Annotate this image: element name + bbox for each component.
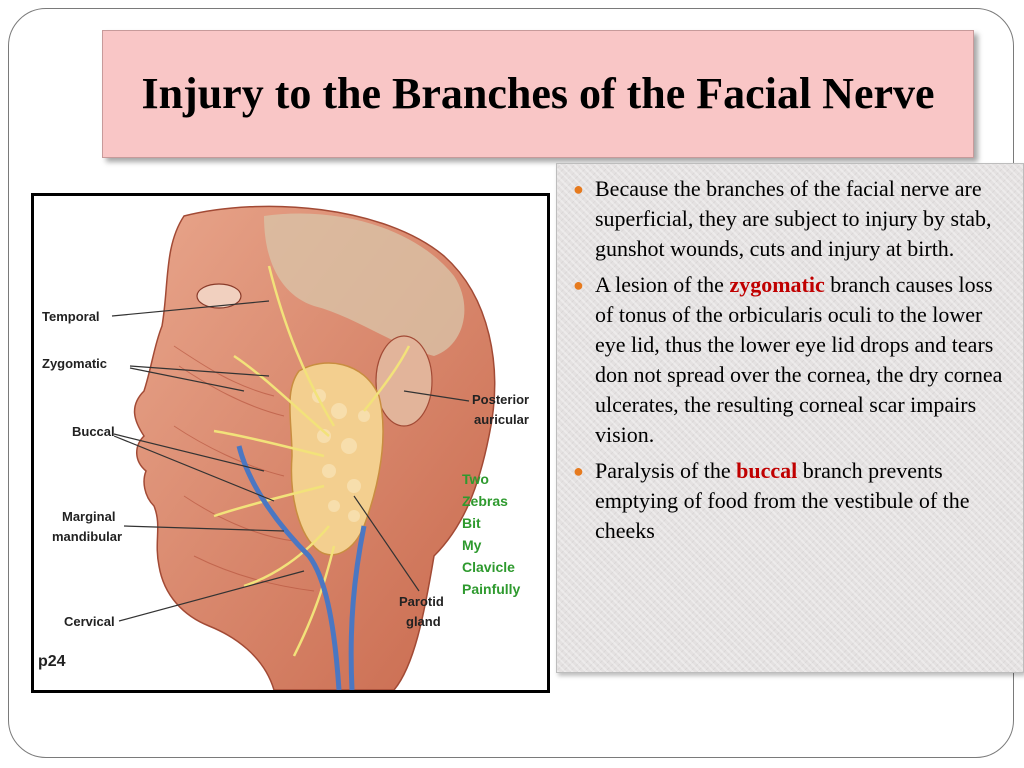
bullet-dot-icon: ● <box>573 461 584 481</box>
mnemonic-word: Zebras <box>462 493 508 509</box>
label-zygomatic: Zygomatic <box>42 356 108 371</box>
label-parotid: Parotid <box>399 594 444 609</box>
label-page-number: p24 <box>38 653 66 670</box>
bullet-panel <box>556 163 1024 673</box>
bullet-item <box>571 456 1013 546</box>
label-gland: gland <box>406 614 441 629</box>
mnemonic-word: Painfully <box>462 581 521 597</box>
facial-nerve-figure <box>31 193 550 693</box>
label-posterior: Posterior <box>472 392 530 407</box>
slide-title: Injury to the Branches of the Facial Nerve <box>141 69 935 118</box>
bullet-text: branch prevents emptying of food from the vestibule of the cheeks <box>595 458 970 543</box>
mnemonic-word: Bit <box>462 515 481 531</box>
bullet-highlight: zygomatic <box>729 272 825 297</box>
label-buccal: Buccal <box>72 424 115 439</box>
bullet-text: Because the branches of the facial nerve are superficial, they are subject to injury by stab, gunshot wounds, cuts and injury at birth. <box>595 176 992 261</box>
bullet-list <box>571 174 1013 546</box>
bullet-highlight: buccal <box>736 458 798 483</box>
mnemonic-word: Two <box>462 471 489 487</box>
label-mandibular: mandibular <box>52 529 123 544</box>
ear-shape <box>376 336 432 426</box>
label-temporal: Temporal <box>42 309 100 324</box>
bullet-text: Paralysis of the <box>595 458 737 483</box>
mnemonic-word: Clavicle <box>462 559 515 575</box>
label-auricular: auricular <box>474 412 529 427</box>
title-box <box>102 30 974 158</box>
label-cervical: Cervical <box>64 614 115 629</box>
bullet-text: branch causes loss of tonus of the orbicularis oculi to the lower eye lid, thus the lower eye lid drops and tears don not spread over the cornea, the dry cornea ulcerates, the resulting corneal scar impairs vision. <box>595 272 1003 447</box>
bullet-item <box>571 174 1013 264</box>
mnemonic-word: My <box>462 537 482 553</box>
bullet-dot-icon: ● <box>573 179 584 199</box>
bullet-dot-icon: ● <box>573 275 584 295</box>
bullet-text: A lesion of the <box>595 272 730 297</box>
bullet-item <box>571 270 1013 450</box>
anatomy-illustration <box>34 196 547 690</box>
label-marginal: Marginal <box>62 509 116 524</box>
